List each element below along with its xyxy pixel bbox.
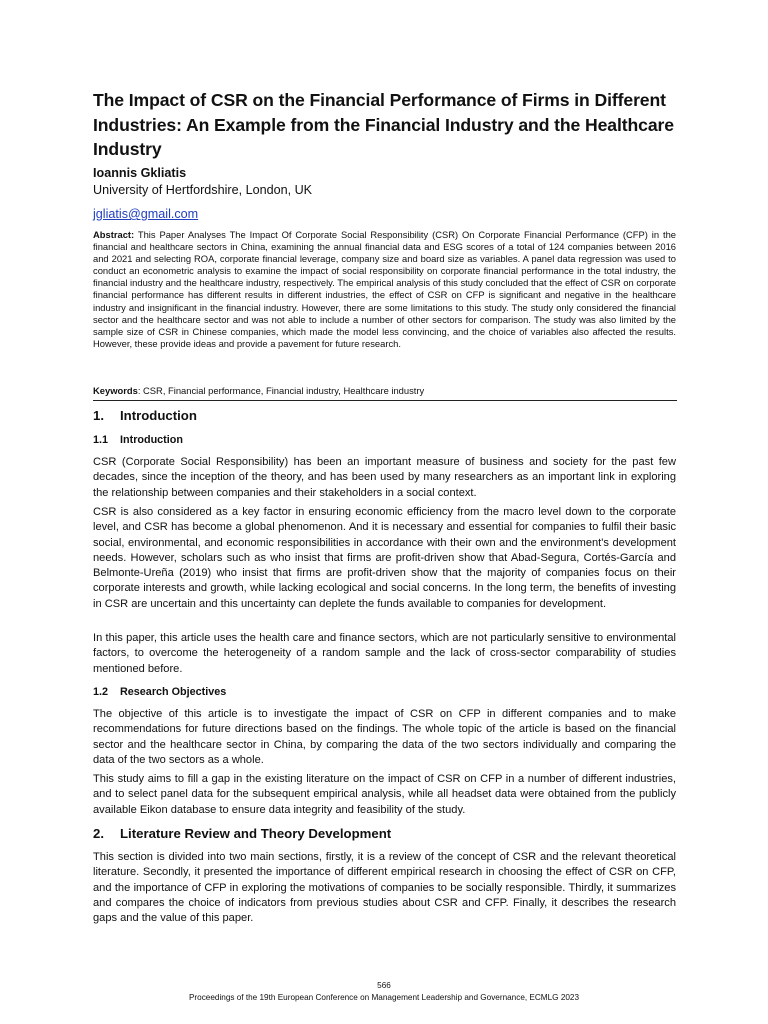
paragraph: The objective of this article is to investigate the impact of CSR on CFP in different companies and to make recommendations for future directions based on the findings. The whole topic of the article is based on the financial sector and the healthcare sector in China, by comparing the data of the two sectors individually and comparing the data of the two sectors as a whole.: [93, 708, 676, 766]
page-number: 566: [377, 981, 391, 990]
paragraph: This study aims to fill a gap in the existing literature on the impact of CSR on CFP in a number of different industries, and to select panel data for the subsequent empirical analysis, while all headset data were obtained from the publicly available Eikon database to ensure data integrity and feasibility of the study.: [93, 773, 676, 816]
keywords: [93, 385, 676, 397]
section-heading-introduction: [93, 408, 197, 423]
paragraph: In this paper, this article uses the health care and finance sectors, which are not particularly sensitive to environmental factors, to overcome the heterogeneity of a random sample and the lack of cross-sector comparability of studies mentioned before.: [93, 632, 676, 675]
section-divider: [93, 400, 677, 401]
paragraph: CSR is also considered as a key factor in ensuring economic efficiency from the macro level down to the corporate level, and CSR has become a global phenomenon. And it is necessary and essential for companies to fulfil their basic social, environmental, and economic responsibilities in accordance with their own and the environment's development needs. However, scholars such as who insist that firms are profit-driven show that Abad-Segura, Cortés-García and Belmonte-Ureña (2019) who insist that firms are profit-driven show that the majority of companies focus on their corporate interests and growth, while lacking ecological and social concerns. In the long term, the benefits of investing in CSR are uncertain and this uncertainty can deplete the funds available to companies for development.: [93, 506, 676, 610]
subsection-number: 1.2: [93, 686, 109, 698]
paper-title: The Impact of CSR on the Financial Performance of Firms in Different Industries: An Example from the Financial Industry and the Healthcare Industry: [93, 90, 674, 159]
paragraph: CSR (Corporate Social Responsibility) has been an important measure of business and society for the past few decades, since the inception of the theory, and has been used by many researchers as an important link in exploring the relationship between companies and their stakeholders in a social context.: [93, 456, 676, 499]
proceedings-footer: Proceedings of the 19th European Conference on Management Leadership and Governance, ECMLG 2023: [188, 993, 580, 1002]
paragraph: This section is divided into two main sections, firstly, it is a review of the concept of CSR and the relevant theoretical literature. Secondly, it presented the importance of different empirical research in choosing the effect of CSR on CFP, and the importance of CFP in exploring the motivations of companies to be socially responsible. Thirdly, it summarizes and compares the choice of indicators from previous studies about CSR and CFP. Finally, it describes the research gaps and the value of this paper.: [93, 851, 676, 925]
author-name: Ioannis Gkliatis: [93, 166, 187, 180]
subsection-heading-introduction: [93, 434, 183, 446]
subsection-number: 1.1: [93, 434, 109, 446]
keywords-label: Keywords: [93, 385, 138, 396]
author-email-link[interactable]: jgliatis@gmail.com: [93, 207, 199, 221]
subsection-title: Research Objectives: [120, 686, 227, 698]
abstract: [93, 229, 676, 350]
section-heading-literature-review: [93, 826, 391, 841]
abstract-text: This Paper Analyses The Impact Of Corporate Social Responsibility (CSR) On Corporate Financial Performance (CFP) in the financial and healthcare sectors in China, examining the annual financial data and ESG scores of a total of 124 companies between 2016 and 2021 and selecting ROA, corporate financial leverage, company size and board size as variables. A panel data regression was used to conduct an econometric analysis to examine the impact of social responsibility on corporate financial performance in the total industry, the financial industry and the healthcare industry, respectively. The empirical analysis of this study concluded that the effect of CSR on corporate financial performance has different results in different industries, the effect of CSR on CFP is significant and negative in the healthcare industry and insignificant in the financial industry. However, there are some limitations to this study. The study only considered the financial sector and the healthcare sector and was not able to include a number of other sectors for comparison. The study was also limited by the sample size of CSR in Chinese companies, which made the model less convincing, and the choice of variables also affected the results. However, these provide ideas and provide a pavement for future research.: [93, 229, 676, 349]
subsection-heading-research-objectives: [93, 686, 226, 698]
section-number: 2.: [93, 826, 104, 841]
section-title: Literature Review and Theory Development: [120, 826, 392, 841]
section-number: 1.: [93, 408, 104, 423]
section-title: Introduction: [120, 408, 197, 423]
abstract-label: Abstract:: [93, 229, 135, 240]
subsection-title: Introduction: [120, 434, 183, 446]
keywords-text: : CSR, Financial performance, Financial industry, Healthcare industry: [137, 385, 425, 396]
author-affiliation: University of Hertfordshire, London, UK: [93, 183, 313, 197]
